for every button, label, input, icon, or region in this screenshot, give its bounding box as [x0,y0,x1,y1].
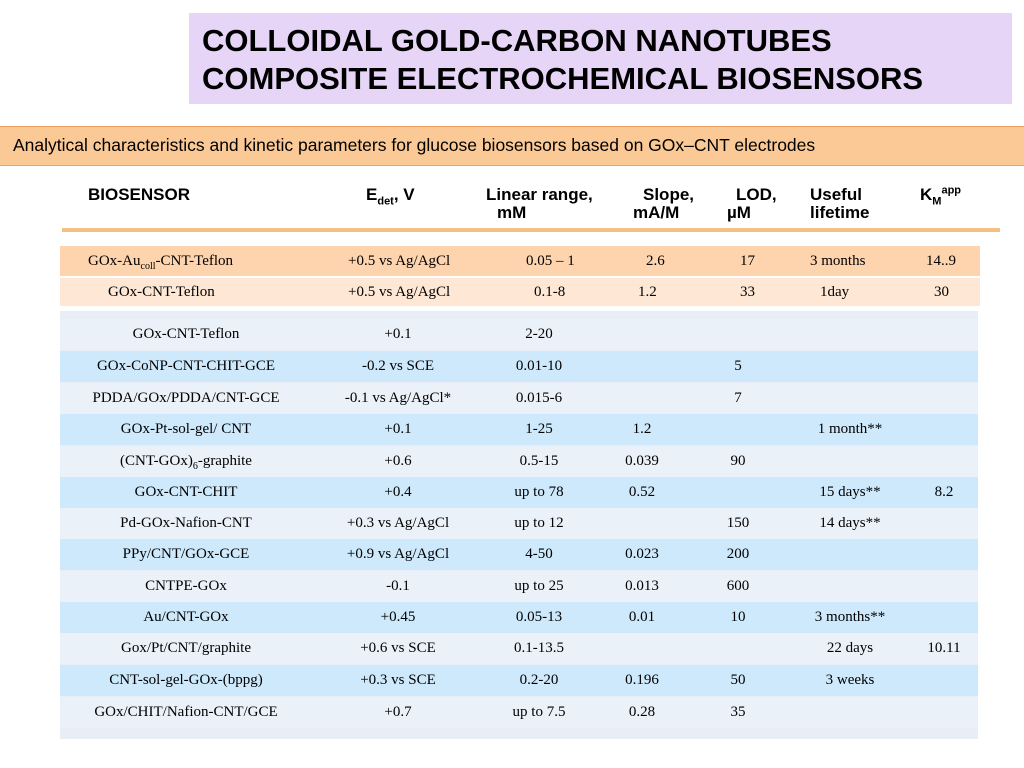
cell-biosensor: $(CNT-GOx)_6$-graphite [120,453,252,472]
cell-edet: -0.1 vs Ag/AgCl* [344,390,452,406]
cell-linear: 2-20 [525,326,553,342]
table-row [60,246,980,276]
cell-slope: 0.52 [628,484,656,500]
header-km: $K_M^{app}$ [920,184,962,208]
cell-slope: 0.196 [625,672,659,688]
cell-edet: +0.7 [384,704,412,720]
cell-linear: up to 78 [514,484,564,500]
cell-biosensor: GOx-CNT-Teflon [132,326,240,342]
cell-biosensor: Gox/Pt/CNT/graphite [121,640,251,656]
cell-edet: +0.45 [380,609,416,625]
header-divider [62,228,1000,232]
cell-biosensor: GOx-Pt-sol-gel/ CNT [120,421,252,437]
table-row [60,477,978,508]
cell-lod: 150 [726,515,750,531]
cell-km: 14..9 [926,253,956,269]
table-row [60,508,978,539]
cell-edet: -0.1 [386,578,410,594]
cell-edet: +0.9 vs Ag/AgCl [346,546,450,562]
cell-lod: 10 [730,609,746,625]
cell-linear: 0.1-8 [534,284,566,300]
cell-lifetime: 3 months** [814,609,886,625]
cell-linear: up to 25 [514,578,564,594]
cell-biosensor: GOx-CNT-Teflon [108,284,215,300]
cell-lod: 17 [740,253,755,269]
header-lifetime: lifetime [810,203,870,222]
cell-lod: 33 [740,284,755,300]
cell-slope: 0.013 [625,578,659,594]
cell-biosensor: GOx-CNT-CHIT [134,484,238,500]
cell-lod: 5 [734,358,742,374]
cell-slope: 1.2 [632,421,652,437]
table-row [60,633,978,664]
cell-biosensor: GOx-CoNP-CNT-CHIT-GCE [96,358,276,374]
table-row [60,571,978,602]
header-slope-unit: mA/M [633,203,680,222]
cell-edet: +0.6 vs SCE [360,640,436,656]
header-linear-range: Linear range, [486,185,593,204]
table-row [60,414,978,445]
table-caption: Analytical characteristics and kinetic parameters for glucose biosensors based on GOx–CNT electrodes [0,126,1024,166]
cell-km: 30 [934,284,949,300]
cell-biosensor: PPy/CNT/GOx-GCE [122,546,250,562]
cell-lifetime: 3 weeks [825,672,875,688]
cell-linear: 1-25 [525,421,553,437]
cell-biosensor: CNTPE-GOx [145,578,227,594]
cell-lifetime: 3 months [810,253,866,269]
cell-lifetime: 14 days** [819,515,881,531]
cell-linear: 0.1-13.5 [514,640,564,656]
header-useful: Useful [810,185,862,204]
cell-linear: 0.01-10 [515,358,563,374]
cell-biosensor: Au/CNT-GOx [143,609,229,625]
table-row [60,383,978,414]
title-line-1: COLLOIDAL GOLD-CARBON NANOTUBES [202,23,832,58]
cell-linear: 0.05 – 1 [526,253,575,269]
header-slope: Slope, [643,185,695,204]
cell-linear: 0.05-13 [515,609,563,625]
cell-edet: +0.5 vs Ag/AgCl [348,253,451,269]
table-row [60,539,978,570]
table-row [60,602,978,633]
title-line-2: COMPOSITE ELECTROCHEMICAL BIOSENSORS [202,61,924,96]
cell-biosensor: CNT-sol-gel-GOx-(bppg) [109,672,263,688]
cell-lod: 200 [726,546,750,562]
header-lod-unit: µM [727,203,751,222]
table-row [60,665,978,696]
table-row [60,319,978,350]
cell-slope: 0.01 [628,609,656,625]
cell-edet: +0.6 [384,453,412,469]
header-linear-range-unit: mM [497,203,527,222]
cell-edet: +0.1 [384,326,412,342]
header-edet: $E_{det}$, V [366,185,415,208]
cell-slope: 2.6 [646,253,665,269]
cell-linear: 0.5-15 [519,453,559,469]
header-biosensor: BIOSENSOR [88,185,191,204]
cell-edet: +0.1 [384,421,412,437]
cell-slope: 0.28 [628,704,656,720]
cell-km: 8.2 [934,484,954,500]
cell-lod: 90 [730,453,746,469]
cell-edet: +0.4 [384,484,412,500]
cell-lifetime: 15 days** [819,484,881,500]
cell-linear: 0.015-6 [515,390,563,406]
cell-biosensor: GOx/CHIT/Nafion-CNT/GCE [94,704,278,720]
cell-lifetime: 1 month** [817,421,883,437]
cell-lifetime: 22 days [826,640,874,656]
table-row [60,697,978,728]
slide-title [189,13,1012,104]
cell-lod: 600 [726,578,750,594]
cell-slope: 1.2 [638,284,657,300]
cell-km: 10.11 [927,640,961,656]
cell-biosensor: Pd-GOx-Nafion-CNT [120,515,252,531]
header-lod: LOD, [736,185,777,204]
cell-lod: 50 [730,672,746,688]
table-row [60,351,978,382]
cell-linear: up to 12 [514,515,564,531]
cell-linear: 0.2-20 [519,672,559,688]
cell-linear: up to 7.5 [512,704,566,720]
cell-slope: 0.023 [625,546,659,562]
cell-edet: +0.5 vs Ag/AgCl [348,284,451,300]
cell-lifetime: 1day [820,284,850,300]
cell-biosensor: PDDA/GOx/PDDA/CNT-GCE [92,390,280,406]
cell-lod: 7 [734,390,742,406]
cell-linear: 4-50 [525,546,553,562]
table-row [60,446,978,477]
cell-edet: +0.3 vs SCE [360,672,436,688]
cell-biosensor: GOx-$Au_{coll}-CNT$-Teflon [88,253,234,272]
cell-edet: +0.3 vs Ag/AgCl [346,515,450,531]
cell-edet: -0.2 vs SCE [361,358,435,374]
table-row [60,278,980,306]
literature-table [60,311,978,739]
cell-slope: 0.039 [625,453,659,469]
cell-lod: 35 [730,704,746,720]
